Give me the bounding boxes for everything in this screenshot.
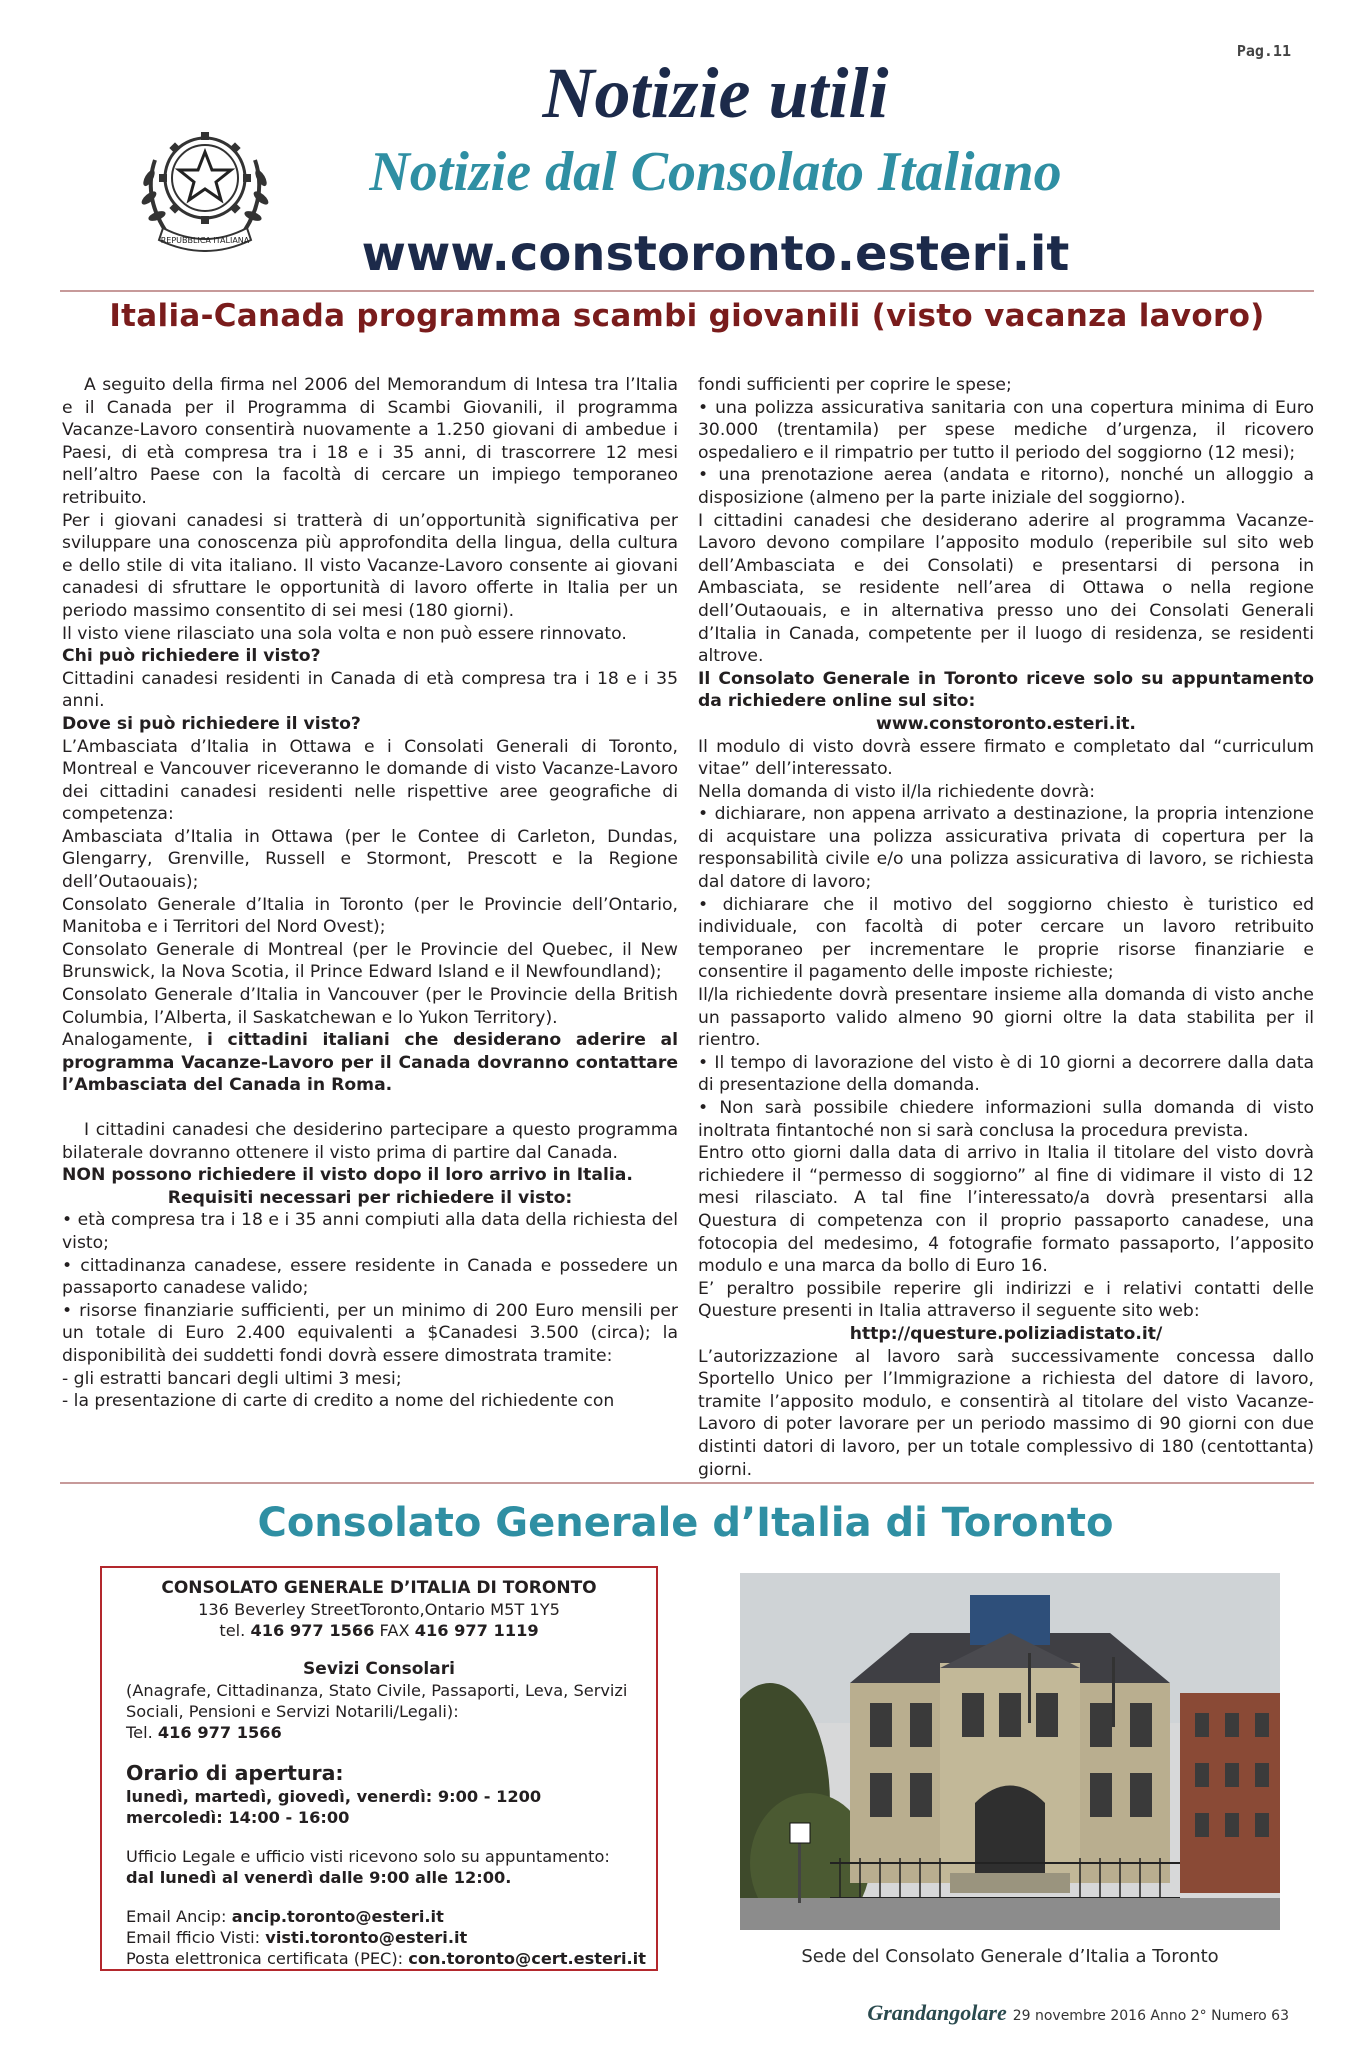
paragraph: Ambasciata d’Italia in Ottawa (per le Contee di Carleton, Dundas, Glengarry, Grenville, Russell e Stormont, Prescott e la Regione dell’Outaouais);	[62, 826, 678, 893]
services-title: Sevizi Consolari	[303, 1659, 455, 1679]
page-subtitle: Notizie dal Consolato Italiano	[369, 141, 1062, 203]
article-headline: Italia-Canada programma scambi giovanili (visto vacanza lavoro)	[109, 298, 1265, 334]
email-label: Email Ancip:	[126, 1907, 227, 1926]
page-number: Pag.11	[1236, 42, 1291, 60]
paragraph: E’ peraltro possibile reperire gli indirizzi e i relativi contatti delle Questure presenti in Italia attraverso il seguente sito web:	[698, 1278, 1314, 1322]
paragraph: Il/la richiedente dovrà presentare insieme alla domanda di visto anche un passaporto valido almeno 90 giorni oltre la data stabilita per il rientro.	[698, 985, 1314, 1051]
text: Analogamente,	[62, 1030, 193, 1051]
paragraph: Il visto viene rilasciato una sola volta e non può essere rinnovato.	[62, 623, 627, 644]
paragraph: L’Ambasciata d’Italia in Ottawa e i Consolati Generali di Toronto, Montreal e Vancouver riceveranno le domande di visto Vacanze-Lavoro dei cittadini canadesi residenti nelle rispettive aree geografiche di competenza:	[62, 736, 678, 825]
footer	[867, 2000, 1289, 2026]
question-heading: Dove si può richiedere il visto?	[62, 713, 361, 734]
email-line	[102, 1906, 656, 1927]
address: 136 Beverley StreetToronto,Ontario M5T 1Y5	[198, 1600, 560, 1619]
hours-line: mercoledì: 14:00 - 16:00	[126, 1808, 350, 1827]
email-label: Email fficio Visti:	[126, 1928, 261, 1947]
fax-label: FAX	[379, 1621, 410, 1640]
box-title: CONSOLATO GENERALE D’ITALIA DI TORONTO	[161, 1578, 597, 1598]
article-left-column	[62, 374, 678, 1413]
email-line	[102, 1927, 656, 1948]
list-item: • cittadinanza canadese, essere residente in Canada e possedere un passaporto canadese valido;	[62, 1255, 678, 1299]
list-item: • Il tempo di lavorazione del visto è di 10 giorni a decorrere dalla data di presentazione della domanda.	[698, 1052, 1314, 1096]
header-url: www.constoronto.esteri.it	[361, 226, 1070, 282]
paragraph: Nella domanda di visto il/la richiedente dovrà:	[698, 781, 1096, 802]
list-item: - gli estratti bancari degli ultimi 3 mesi;	[62, 1368, 402, 1389]
paragraph: Entro otto giorni dalla data di arrivo in Italia il titolare del visto dovrà richiedere il “permesso di soggiorno” al fine di vidimare il visto di 12 mesi rilasciato. A tal fine l’interessato/a dovrà presentarsi alla Questura di competenza con il proprio passaporto canadese, una fotocopia del medesimo, 4 fotografie formato passaporto, l’apposito modulo e una marca da bollo di Euro 16.	[698, 1143, 1314, 1277]
tel-label: Tel.	[126, 1723, 153, 1742]
divider	[60, 1482, 1314, 1484]
photo-caption: Sede del Consolato Generale d’Italia a Toronto	[801, 1946, 1219, 1967]
website-link[interactable]: http://questure.poliziadistato.it/	[849, 1323, 1163, 1344]
paragraph: Consolato Generale di Montreal (per le Provincie del Quebec, il New Brunswick, la Nova Scotia, il Prince Edward Island e il Newfoundland);	[62, 939, 678, 983]
bold-text: i cittadini italiani che desiderano aderire al programma Vacanze-Lavoro per il Canada dovranno contattare l’Ambasciata del Canada in Roma.	[62, 1030, 678, 1096]
paragraph: Cittadini canadesi residenti in Canada di età compresa tra i 18 e i 35 anni.	[62, 668, 678, 712]
services-phone	[102, 1722, 656, 1743]
tel-number[interactable]: 416 977 1566	[157, 1723, 282, 1742]
article-right-column	[698, 374, 1314, 1481]
consulate-building-photo	[740, 1573, 1280, 1930]
legal-text: Ufficio Legale e ufficio visti ricevono solo su appuntamento:	[126, 1847, 610, 1866]
paragraph: I cittadini canadesi che desiderino partecipare a questo programma bilaterale dovranno ottenere il visto prima di partire dal Canada.	[62, 1120, 678, 1163]
fax-number: 416 977 1119	[414, 1621, 539, 1640]
page-title: Notizie utili	[542, 53, 889, 133]
consolato-section-title: Consolato Generale d’Italia di Toronto	[257, 1500, 1114, 1546]
paragraph: Consolato Generale d’Italia in Toronto (per le Provincie dell’Ontario, Manitoba e i Territori del Nord Ovest);	[62, 894, 678, 938]
divider	[60, 290, 1314, 292]
paragraph: A seguito della firma nel 2006 del Memorandum di Intesa tra l’Italia e il Canada per il Programma di Scambi Giovanili, il programma Vacanze-Lavoro consentirà nuovamente a 1.250 giovani di ambedue i Paesi, di età compresa tra i 18 e i 35 anni, di trascorrere 12 mesi nell’altro Paese con la facoltà di cercare un impiego temporaneo retribuito.	[62, 375, 678, 508]
list-item: • una prenotazione aerea (andata e ritorno), nonché un alloggio a disposizione (almeno per la parte iniziale del soggiorno).	[698, 465, 1314, 508]
services-text: (Anagrafe, Cittadinanza, Stato Civile, Passaporti, Leva, Servizi Sociali, Pensioni e Servizi Notarili/Legali):	[126, 1681, 628, 1721]
list-item: • risorse finanziarie sufficienti, per un minimo di 200 Euro mensili per un totale di Euro 2.400 equivalenti a $Canadesi 3.500 (circa); la disponibilità dei suddetti fondi dovrà essere dimostrata tramite:	[62, 1300, 678, 1366]
tel-number[interactable]: 416 977 1566	[250, 1621, 375, 1640]
email-link[interactable]: ancip.toronto@esteri.it	[231, 1907, 444, 1926]
list-item: - la presentazione di carte di credito a nome del richiedente con	[62, 1391, 615, 1412]
paragraph: Il Consolato Generale in Toronto riceve solo su appuntamento da richiedere online sul sito:	[698, 668, 1314, 712]
issue-info: 29 novembre 2016 Anno 2° Numero 63	[1012, 2008, 1289, 2024]
emblem-text: REPUBBLICA ITALIANA	[160, 236, 250, 245]
list-item: • dichiarare, non appena arrivato a destinazione, la propria intenzione di acquistare una polizza assicurativa privata di copertura per la responsabilità civile e/o una polizza assicurativa di lavoro, se richiesta dal datore di lavoro;	[698, 804, 1314, 893]
hours-line: lunedì, martedì, giovedì, venerdì: 9:00 - 1200	[126, 1787, 542, 1806]
pec-email-link[interactable]: con.toronto@cert.esteri.it	[408, 1949, 646, 1968]
paragraph: Per i giovani canadesi si tratterà di un’opportunità significativa per sviluppare una conoscenza più approfondita della lingua, della cultura e dello stile di vita italiano. Il visto Vacanze-Lavoro consente ai giovani canadesi di sfruttare le opportunità di lavoro offerte in Italia per un periodo massimo consentito di sei mesi (180 giorni).	[62, 510, 678, 621]
pec-line	[102, 1948, 656, 1969]
paragraph: I cittadini canadesi che desiderano aderire al programma Vacanze-Lavoro devono compilare l’apposito modulo (reperibile sul sito web dell’Ambasciata e dei Consolati) e presentarsi di persona in Ambasciata, se residente nell’area di Ottawa o nella regione dell’Outaouais, e in alternativa presso uno dei Consolati Generali d’Italia in Canada, competente per il luogo di residenza, se residenti altrove.	[698, 510, 1314, 667]
paragraph: Consolato Generale d’Italia in Vancouver (per le Provincie della British Columbia, l’Alberta, il Saskatchewan e lo Yukon Territory).	[62, 985, 678, 1028]
question-heading: Chi può richiedere il visto?	[62, 646, 321, 667]
requirements-heading: Requisiti necessari per richiedere il visto:	[167, 1187, 573, 1208]
consolato-info-box	[100, 1566, 658, 1971]
phone-line	[102, 1620, 656, 1641]
paragraph: fondi sufficienti per coprire le spese;	[698, 375, 1012, 395]
masthead: Grandangolare	[867, 2000, 1007, 2025]
tel-label: tel.	[219, 1621, 246, 1640]
paragraph: NON possono richiedere il visto dopo il loro arrivo in Italia.	[62, 1165, 633, 1186]
paragraph: L’autorizzazione al lavoro sarà successivamente concessa dallo Sportello Unico per l’Immigrazione a richiesta del datore di lavoro, tramite l’apposito modulo, e consentirà al titolare del visto Vacanze-Lavoro di poter lavorare per un periodo massimo di 90 giorni con due distinti datori di lavoro, per un totale complessivo di 180 (centottanta) giorni.	[698, 1346, 1314, 1480]
hours-title: Orario di apertura:	[126, 1761, 344, 1785]
paragraph	[62, 1029, 678, 1097]
pec-label: Posta elettronica certificata (PEC):	[126, 1949, 404, 1968]
website-link[interactable]: www.constoronto.esteri.it.	[876, 713, 1136, 734]
legal-hours: dal lunedì al venerdì dalle 9:00 alle 12:00.	[126, 1868, 512, 1887]
email-link[interactable]: visti.toronto@esteri.it	[265, 1928, 468, 1947]
paragraph: Il modulo di visto dovrà essere firmato e completato dal “curriculum vitae” dell’interessato.	[698, 736, 1314, 780]
list-item: • età compresa tra i 18 e i 35 anni compiuti alla data della richiesta del visto;	[62, 1210, 678, 1253]
list-item: • una polizza assicurativa sanitaria con una copertura minima di Euro 30.000 (trentamila) per spese mediche d’urgenza, il ricovero ospedaliero e il rimpatrio per tutto il periodo del soggiorno (12 mesi);	[698, 397, 1314, 463]
list-item: • Non sarà possibile chiedere informazioni sulla domanda di visto inoltrata fintantoché non si sarà conclusa la procedura prevista.	[698, 1098, 1314, 1141]
list-item: • dichiarare che il motivo del soggiorno chiesto è turistico ed individuale, con facoltà di poter cercare un lavoro retribuito temporaneo per incrementare le proprie risorse finanziarie e consentire il pagamento delle imposte richieste;	[698, 894, 1314, 983]
